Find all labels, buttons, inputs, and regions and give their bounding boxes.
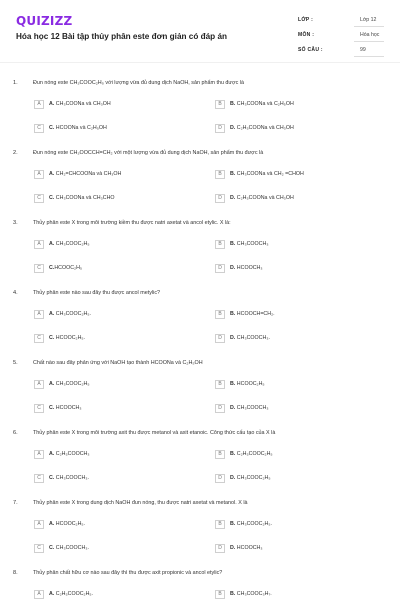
- option-letter-box: B: [215, 380, 225, 389]
- option-prefix: C.: [49, 405, 55, 411]
- question-number: 6.: [13, 430, 18, 436]
- option-prefix: C.: [49, 335, 55, 341]
- option-letter-box: A: [34, 100, 44, 109]
- answer-option-a[interactable]: [34, 308, 194, 320]
- option-text: C₂H₅COONa và CH₃OH: [236, 125, 294, 131]
- answer-option-b[interactable]: [215, 168, 375, 180]
- answer-option-b[interactable]: [215, 98, 375, 110]
- document-title: Hóa học 12 Bài tập thủy phân este đơn giản có đáp án: [16, 32, 227, 41]
- answer-option-b[interactable]: [215, 308, 375, 320]
- option-text: HCOOCH₃: [236, 545, 263, 551]
- option-letter-box: C: [34, 474, 44, 483]
- option-prefix: B.: [230, 241, 236, 247]
- option-letter-box: A: [34, 380, 44, 389]
- option-prefix: A.: [49, 521, 55, 527]
- option-prefix: D.: [230, 475, 236, 481]
- option-text: HCOOCH₃: [55, 405, 82, 411]
- option-prefix: A.: [49, 311, 55, 317]
- answer-option-a[interactable]: [34, 448, 194, 460]
- question-number: 5.: [13, 360, 18, 366]
- answer-option-c[interactable]: [34, 542, 194, 554]
- option-text: CH₃COONa và CH₂ =CHOH: [236, 171, 304, 177]
- question-text: Chất nào sau đây phản ứng với NaOH tạo thành HCOONa và C₂H₅OH: [33, 360, 203, 366]
- question-text: Đun nóng este CH₃OOCCH=CH₂ với một lượng vừa đủ dung dịch NaOH, sản phẩm thu được là: [33, 150, 264, 156]
- option-letter-box: C: [34, 544, 44, 553]
- option-letter-box: B: [215, 310, 225, 319]
- question-text: Thủy phân este nào sau đây thu được ancol metylic?: [33, 290, 161, 296]
- option-text: HCOOC₂H₅: [54, 265, 83, 271]
- option-text: HCOOCH=CH₂.: [236, 311, 275, 317]
- question-number: 8.: [13, 570, 18, 576]
- option-text: CH₃COONa và CH₃OH: [55, 101, 111, 107]
- option-prefix: D.: [230, 125, 236, 131]
- option-prefix: B.: [230, 101, 236, 107]
- question-item: [0, 286, 400, 356]
- option-letter-box: D: [215, 334, 225, 343]
- option-text: C₂H₅COOC₂H₅: [236, 451, 273, 457]
- meta-underline: [354, 26, 384, 27]
- option-letter-box: C: [34, 264, 44, 273]
- option-prefix: D.: [230, 545, 236, 551]
- answer-option-b[interactable]: [215, 378, 375, 390]
- answer-option-a[interactable]: [34, 378, 194, 390]
- meta-key: SỐ CÂU :: [298, 47, 323, 53]
- option-text: CH₃COOC₂H₅.: [55, 311, 91, 317]
- answer-option-a[interactable]: [34, 98, 194, 110]
- option-letter-box: B: [215, 590, 225, 599]
- option-letter-box: D: [215, 544, 225, 553]
- option-letter-box: D: [215, 404, 225, 413]
- option-letter-box: B: [215, 240, 225, 249]
- option-letter-box: D: [215, 264, 225, 273]
- answer-option-c[interactable]: [34, 122, 194, 134]
- meta-underline: [354, 41, 384, 42]
- option-letter-box: A: [34, 240, 44, 249]
- answer-option-a[interactable]: [34, 168, 194, 180]
- option-letter-box: D: [215, 474, 225, 483]
- option-prefix: A.: [49, 241, 55, 247]
- meta-underline: [354, 56, 384, 57]
- option-text: CH₃COONa và C₂H₅OH: [236, 101, 294, 107]
- option-prefix: B.: [230, 311, 236, 317]
- option-letter-box: A: [34, 170, 44, 179]
- answer-option-a[interactable]: [34, 588, 194, 600]
- option-text: C₂H₅COOCH₃: [55, 451, 90, 457]
- option-text: HCOOC₂H₅.: [55, 335, 85, 341]
- option-text: CH₃COOCH₃.: [55, 545, 89, 551]
- answer-option-d[interactable]: [215, 542, 375, 554]
- option-text: CH₃COOC₂H₅: [236, 475, 271, 481]
- question-item: [0, 216, 400, 286]
- answer-option-b[interactable]: [215, 448, 375, 460]
- question-text: Thủy phân este X trong dung dịch NaOH đun nóng, thu được natri axetat và metanol. X là: [33, 500, 248, 506]
- answer-option-c[interactable]: [34, 332, 194, 344]
- option-letter-box: A: [34, 450, 44, 459]
- meta-key: MÔN :: [298, 32, 315, 38]
- option-prefix: A.: [49, 381, 55, 387]
- question-item: [0, 146, 400, 216]
- option-letter-box: B: [215, 450, 225, 459]
- option-text: C₂H₅COOC₂H₅.: [55, 591, 94, 597]
- question-text: Thủy phân chất hữu cơ nào sau đây thì thu được axit propionic và ancol etylic?: [33, 570, 223, 576]
- option-letter-box: C: [34, 334, 44, 343]
- option-prefix: C.: [49, 125, 55, 131]
- answer-option-d[interactable]: [215, 262, 375, 274]
- option-letter-box: D: [215, 194, 225, 203]
- question-number: 3.: [13, 220, 18, 226]
- meta-value: Hóa học: [360, 32, 380, 38]
- option-prefix: D.: [230, 195, 236, 201]
- answer-option-c[interactable]: [34, 472, 194, 484]
- question-item: [0, 566, 400, 600]
- question-text: Thủy phân este X trong môi trường axit thu được metanol và axit etanoic. Công thức cấu tạo của X là: [33, 430, 276, 436]
- question-number: 7.: [13, 500, 18, 506]
- question-text: Đun nóng este CH₃COOC₂H₅ với lượng vừa đủ dung dịch NaOH, sản phẩm thu được là: [33, 80, 244, 86]
- option-text: CH₃COOC₂H₅.: [236, 521, 272, 527]
- question-item: [0, 76, 400, 146]
- option-letter-box: D: [215, 124, 225, 133]
- option-letter-box: C: [34, 194, 44, 203]
- option-prefix: B.: [230, 381, 236, 387]
- option-text: CH₃COOC₂H₅: [55, 241, 90, 247]
- option-prefix: C.: [49, 265, 55, 271]
- question-number: 4.: [13, 290, 18, 296]
- option-prefix: B.: [230, 451, 236, 457]
- option-prefix: C.: [49, 195, 55, 201]
- answer-option-d[interactable]: [215, 122, 375, 134]
- answer-option-b[interactable]: [215, 518, 375, 530]
- answer-option-d[interactable]: [215, 332, 375, 344]
- option-text: CH₃COOCH₃: [236, 405, 269, 411]
- option-text: CH₃COONa và CH₃CHO: [55, 195, 115, 201]
- question-number: 1.: [13, 80, 18, 86]
- answer-option-b[interactable]: [215, 588, 375, 600]
- header-divider: [0, 62, 400, 63]
- option-prefix: B.: [230, 171, 236, 177]
- option-text: HCOOC₂H₅.: [55, 521, 85, 527]
- option-letter-box: C: [34, 404, 44, 413]
- option-prefix: D.: [230, 405, 236, 411]
- answer-option-c[interactable]: [34, 402, 194, 414]
- answer-option-d[interactable]: [215, 402, 375, 414]
- quizizz-logo: QUIZIZZ: [16, 14, 73, 28]
- answer-option-c[interactable]: [34, 262, 194, 274]
- option-text: HCOOCH₃: [236, 265, 263, 271]
- answer-option-b[interactable]: [215, 238, 375, 250]
- option-prefix: B.: [230, 521, 236, 527]
- option-prefix: A.: [49, 101, 55, 107]
- question-text: Thủy phân este X trong môi trường kiềm thu được natri axetat và ancol etylic. X là:: [33, 220, 231, 226]
- option-text: HCOONa và C₂H₅OH: [55, 125, 107, 131]
- option-text: CH₃COOC₂H₅: [55, 381, 90, 387]
- option-letter-box: A: [34, 590, 44, 599]
- option-prefix: C.: [49, 545, 55, 551]
- option-prefix: A.: [49, 171, 55, 177]
- option-prefix: B.: [230, 591, 236, 597]
- meta-value: 99: [360, 47, 366, 53]
- option-letter-box: B: [215, 520, 225, 529]
- meta-key: LỚP :: [298, 17, 314, 23]
- answer-option-d[interactable]: [215, 472, 375, 484]
- option-text: CH₃COOCH₃.: [55, 475, 89, 481]
- option-text: CH₂=CHCOONa và CH₃OH: [55, 171, 122, 177]
- option-letter-box: B: [215, 100, 225, 109]
- question-item: [0, 356, 400, 426]
- question-item: [0, 426, 400, 496]
- option-text: C₂H₅COONa và CH₃OH: [236, 195, 294, 201]
- option-text: CH₃COOCH₃: [236, 241, 269, 247]
- option-text: CH₃COOC₃H₇.: [236, 591, 272, 597]
- option-letter-box: A: [34, 310, 44, 319]
- question-item: [0, 496, 400, 566]
- answer-option-c[interactable]: [34, 192, 194, 204]
- meta-value: Lớp 12: [360, 17, 377, 23]
- option-prefix: D.: [230, 335, 236, 341]
- answer-option-d[interactable]: [215, 192, 375, 204]
- option-letter-box: B: [215, 170, 225, 179]
- option-prefix: A.: [49, 591, 55, 597]
- answer-option-a[interactable]: [34, 518, 194, 530]
- option-letter-box: C: [34, 124, 44, 133]
- question-number: 2.: [13, 150, 18, 156]
- option-text: CH₃COOCH₃.: [236, 335, 270, 341]
- option-letter-box: A: [34, 520, 44, 529]
- option-prefix: C.: [49, 475, 55, 481]
- document-header: [0, 0, 400, 62]
- option-prefix: D.: [230, 265, 236, 271]
- option-prefix: A.: [49, 451, 55, 457]
- option-text: HCOOC₂H₅: [236, 381, 265, 387]
- answer-option-a[interactable]: [34, 238, 194, 250]
